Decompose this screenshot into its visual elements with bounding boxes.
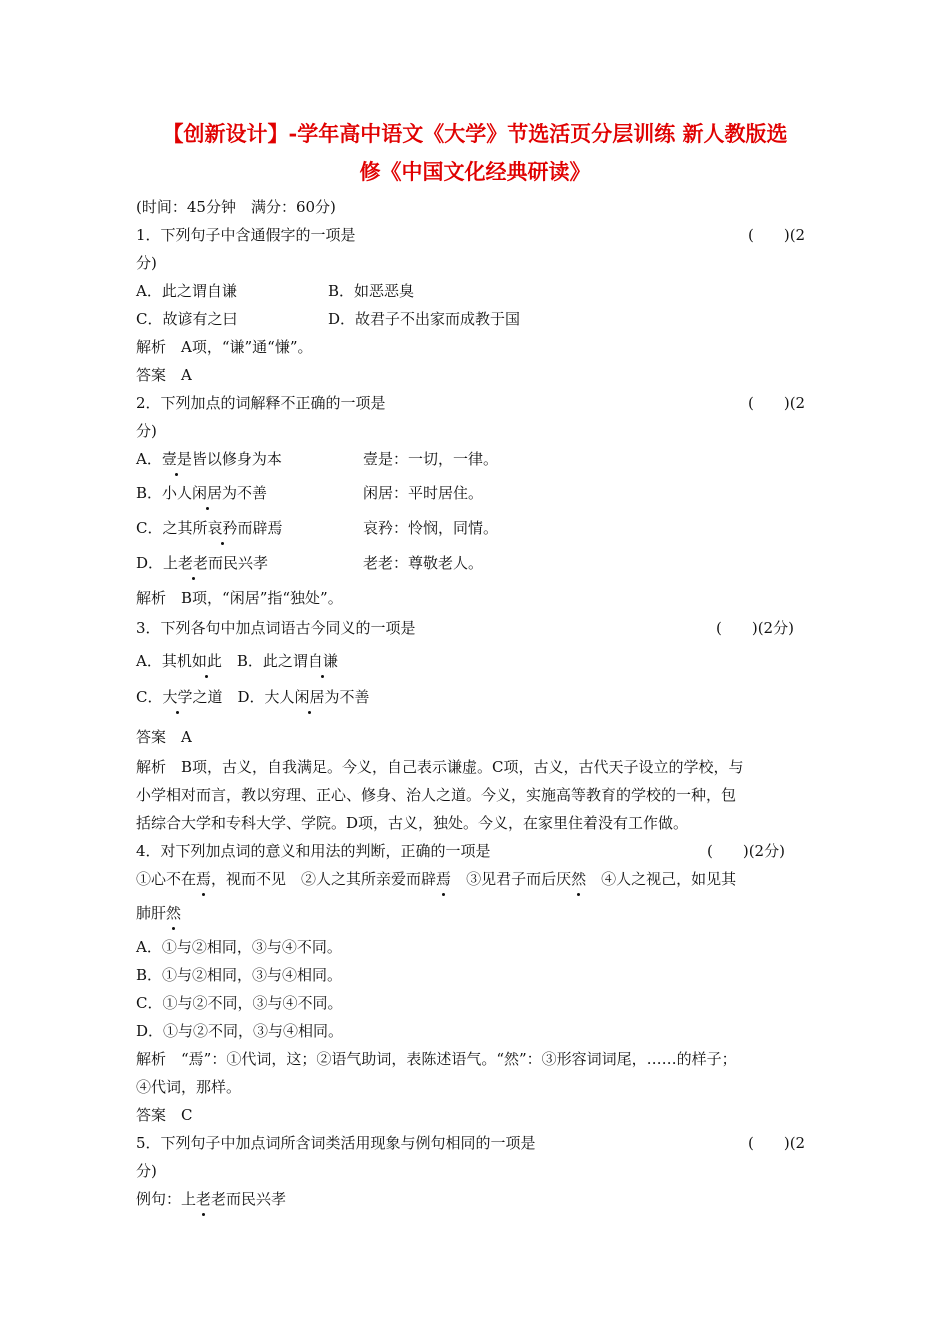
dotted-word: 然 [571, 870, 587, 888]
q1-stem: 1．下列句子中含通假字的一项是 [136, 226, 356, 244]
q2-gloss-c: 哀矜：怜悯，同情。 [363, 519, 499, 537]
q3-answer: 答案 A [136, 728, 192, 746]
dotted-word: 老老 [178, 554, 209, 572]
q2-score: ( )(2 [748, 394, 806, 412]
q4-option-a: A．①与②相同，③与④不同。 [136, 938, 342, 956]
q2-option-b [136, 482, 267, 504]
q2-gloss-a: 壹是：一切，一律。 [363, 450, 499, 468]
text-segment: D．上 [136, 554, 179, 572]
q4-option-c: C．①与②不同，③与④不同。 [136, 994, 343, 1012]
dotted-word: 如此 [191, 652, 222, 670]
doc-title-line2: 修《中国文化经典研读》 [359, 159, 591, 184]
text-segment: ①心不在 [136, 870, 197, 888]
q3-stem: 3．下列各句中加点词语古今同义的一项是 [136, 619, 416, 637]
q3-options-cd [136, 686, 370, 708]
text-segment: 例句：上 [136, 1190, 197, 1208]
q4-score: ( )(2分) [707, 842, 785, 860]
time-score-meta: (时间：45分钟 满分：60分) [136, 198, 336, 216]
text-segment: 之道 D．大人 [192, 688, 295, 706]
q5-stem: 5．下列句子中加点词所含词类活用现象与例句相同的一项是 [136, 1134, 536, 1152]
q1-option-a: A．此之谓自谦 [136, 282, 237, 300]
dotted-word: 自谦 [307, 652, 338, 670]
q2-gloss-d: 老老：尊敬老人。 [363, 554, 484, 572]
q3-score: ( )(2分) [716, 619, 794, 637]
q1-option-d: D．故君子不出家而成教于国 [328, 310, 521, 328]
q5-score: ( )(2 [748, 1134, 806, 1152]
q3-analysis-line3: 括综合大学和专科大学、学院。D项，古义，独处。今义，在家里住着没有工作做。 [136, 814, 689, 832]
dotted-word: 大学 [162, 688, 193, 706]
text-segment: 而辟焉 [237, 519, 283, 537]
q5-example [136, 1188, 286, 1210]
q5-score-cont: 分) [136, 1162, 157, 1180]
text-segment: 而民兴孝 [208, 554, 269, 572]
q4-sentences [136, 868, 736, 890]
dotted-word: 焉 [436, 870, 452, 888]
q1-score: ( )(2 [748, 226, 806, 244]
q2-stem: 2．下列加点的词解释不正确的一项是 [136, 394, 386, 412]
dotted-word: 壹是 [161, 450, 192, 468]
text-segment: A．其机 [136, 652, 192, 670]
dotted-word: 老 [196, 1190, 212, 1208]
text-segment: ④人之视己，如见其 [586, 870, 737, 888]
q4-analysis-line1: 解析 “焉”：①代词，这；②语气助词，表陈述语气。“然”：③形容词词尾，……的样子； [136, 1050, 737, 1068]
q1-option-c: C．故谚有之曰 [136, 310, 238, 328]
q2-gloss-b: 闲居：平时居住。 [363, 484, 484, 502]
text-segment: 皆以修身为本 [191, 450, 282, 468]
q1-option-b: B．如恶恶臭 [328, 282, 415, 300]
q4-analysis-line2: ④代词，那样。 [136, 1078, 242, 1096]
text-segment: ，视而不见 ②人之其所亲爱而辟 [211, 870, 437, 888]
text-segment: ③见君子而后厌 [451, 870, 572, 888]
text-segment: 老而民兴孝 [211, 1190, 287, 1208]
text-segment: 为不善 [222, 484, 268, 502]
text-segment: 为不善 [324, 688, 370, 706]
text-segment: C． [136, 688, 163, 706]
doc-title-line1: 【创新设计】-学年高中语文《大学》节选活页分层训练 新人教版选 [162, 121, 788, 146]
q2-score-cont: 分) [136, 422, 157, 440]
text-segment: A． [136, 450, 162, 468]
dotted-word: 然 [166, 904, 182, 922]
text-segment: 肺肝 [136, 904, 167, 922]
q2-analysis: 解析 B项，“闲居”指“独处”。 [136, 589, 343, 607]
q2-option-c [136, 517, 283, 539]
q1-analysis: 解析 A项，“谦”通“慊”。 [136, 338, 313, 356]
dotted-word: 焉 [196, 870, 212, 888]
dotted-word: 哀矜 [207, 519, 238, 537]
q3-analysis-line2: 小学相对而言，教以穷理、正心、修身、治人之道。今义，实施高等教育的学校的一种，包 [136, 786, 737, 804]
q4-option-d: D．①与②不同，③与④相同。 [136, 1022, 344, 1040]
q4-stem: 4．对下列加点词的意义和用法的判断，正确的一项是 [136, 842, 491, 860]
q1-answer: 答案 A [136, 366, 192, 384]
text-segment: B．此之谓 [221, 652, 308, 670]
q4-sentences-cont [136, 902, 181, 924]
text-segment: B．小人 [136, 484, 193, 502]
q3-options-ab [136, 650, 338, 672]
q2-option-a [136, 448, 282, 470]
dotted-word: 闲居 [192, 484, 223, 502]
q2-option-d [136, 552, 268, 574]
q4-answer: 答案 C [136, 1106, 193, 1124]
q4-option-b: B．①与②相同，③与④相同。 [136, 966, 343, 984]
q3-analysis-line1: 解析 B项，古义，自我满足。今义，自己表示谦虚。C项，古义，古代天子设立的学校，与 [136, 758, 744, 776]
text-segment: C．之其所 [136, 519, 208, 537]
q1-score-cont: 分) [136, 254, 157, 272]
dotted-word: 闲居 [294, 688, 325, 706]
